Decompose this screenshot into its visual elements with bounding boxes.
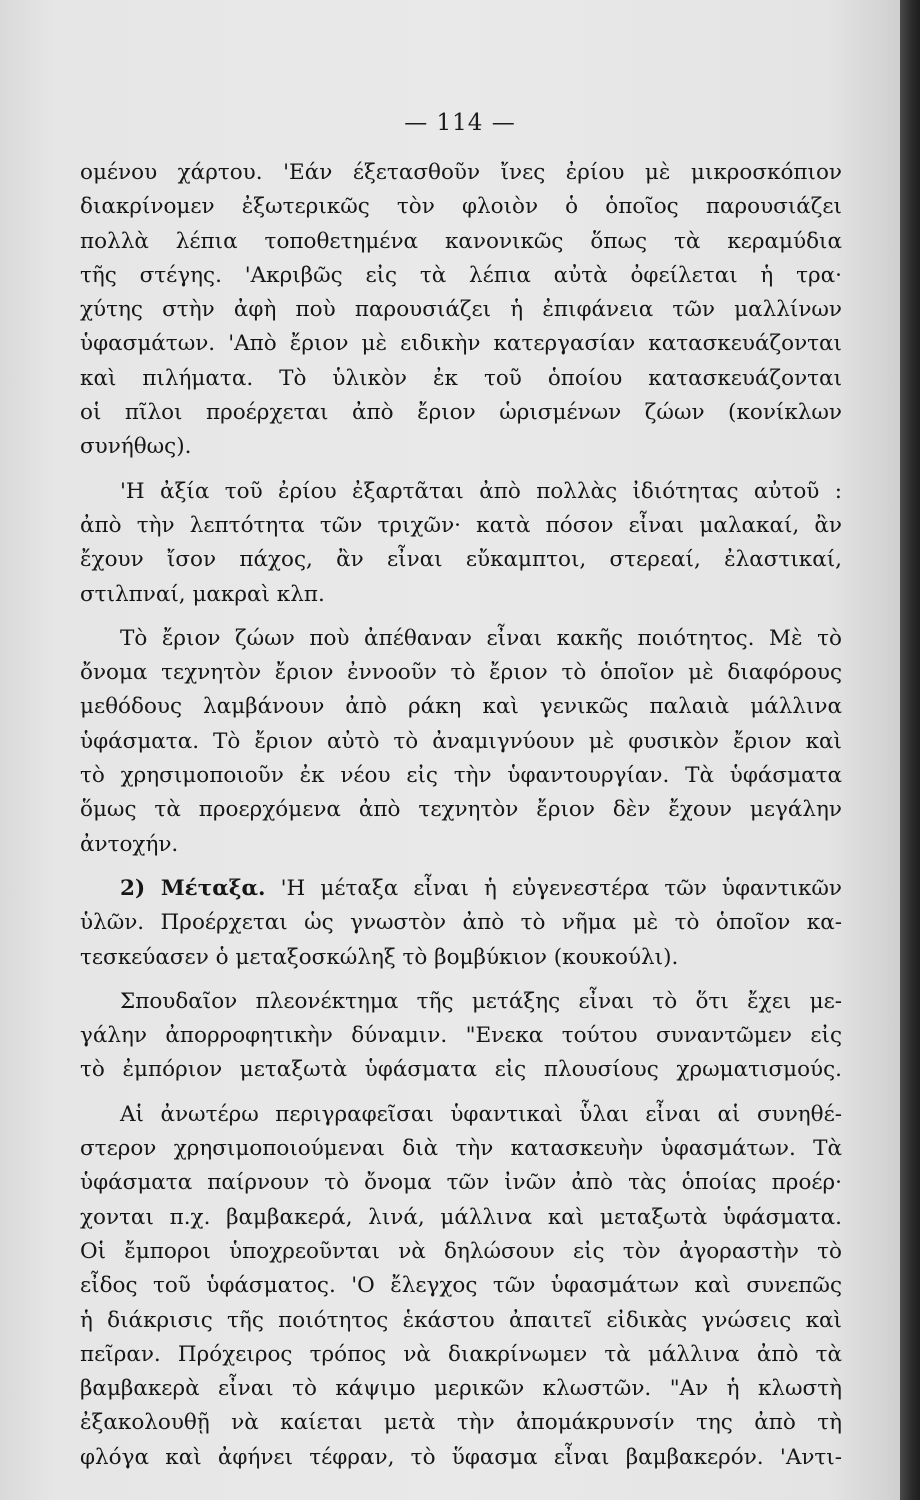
text-line xyxy=(80,1269,842,1303)
text-line xyxy=(80,156,842,190)
text-line xyxy=(80,259,842,293)
line-text: τὸ ἐμπόριον μεταξωτὰ ὑφάσματα εἰς πλουσίους χρωματισμούς. xyxy=(80,1057,842,1083)
text-line xyxy=(80,1053,842,1087)
line-text: συνήθως). xyxy=(80,434,192,460)
text-line xyxy=(80,578,842,612)
line-text: τὸ χρησιμοποιοῦν ἐκ νέου εἰς τὴν ὑφαντουργίαν. Τὰ ὑφάσματα xyxy=(80,763,842,789)
line-text: ὑφάσματα παίρνουν τὸ ὄνομα τῶν ἰνῶν ἀπὸ τὰς ὁποίας προέρ· xyxy=(80,1170,842,1196)
line-text: ομένου χάρτου. 'Εάν έξετασθοῦν ἴνες ἐρίου μὲ μικροσκόπιον xyxy=(80,160,842,185)
line-text: φλόγα καὶ ἀφήνει τέφραν, τὸ ὕφασμα εἶναι βαμβακερόν. 'Αντι- xyxy=(80,1444,842,1470)
line-text: χονται π.χ. βαμβακερά, λινά, μάλλινα καὶ μεταξωτὰ ὑφάσματα. xyxy=(80,1204,842,1230)
text-line xyxy=(80,1372,842,1406)
line-text: οἱ πῖλοι προέρχεται ἀπὸ ἔριον ὡρισμένων ζώων (κονίκλων xyxy=(80,400,842,426)
line-text: ἐξακολουθῇ νὰ καίεται μετὰ τὴν ἀπομάκρυνσίν της ἀπὸ τὴ xyxy=(80,1410,842,1436)
page-number: — 114 — xyxy=(404,110,516,136)
text-line xyxy=(80,1406,842,1440)
body-text xyxy=(80,156,842,1475)
line-text: πεῖραν. Πρόχειρος τρόπος νὰ διακρίνωμεν τὰ μάλλινα ἀπὸ τὰ xyxy=(80,1341,842,1367)
line-text: διακρίνομεν ἐξωτερικῶς τὸν φλοιὸν ὁ ὁποῖος παρουσιάζει xyxy=(80,194,842,220)
line-text: ἀπὸ τὴν λεπτότητα τῶν τριχῶν· κατὰ πόσον εἶναι μαλακαί, ἂν xyxy=(80,512,842,538)
text-line xyxy=(80,430,842,464)
line-text: ἔχουν ἴσον πάχος, ἂν εἶναι εὔκαμπτοι, στερεαί, ἐλαστικαί, xyxy=(80,547,842,573)
text-line xyxy=(80,475,842,509)
line-text: στερον χρησιμοποιούμεναι διὰ τὴν κατασκευὴν ὑφασμάτων. Τὰ xyxy=(80,1136,842,1162)
line-text: Οἱ ἔμποροι ὑποχρεοῦνται νὰ δηλώσουν εἰς τὸν ἀγοραστὴν τὸ xyxy=(80,1238,842,1264)
text-line xyxy=(80,1166,842,1200)
line-text: ὑλῶν. Προέρχεται ὡς γνωστὸν ἀπὸ τὸ νῆμα μὲ τὸ ὁποῖον κα- xyxy=(80,910,842,936)
line-text: ὄνομα τεχνητὸν ἔριον ἐννοοῦν τὸ ἔριον τὸ ὁποῖον μὲ διαφόρους xyxy=(80,660,842,686)
line-text: τῆς στέγης. 'Ακριβῶς εἰς τὰ λέπια αὐτὰ ὀφείλεται ἡ τρα· xyxy=(80,262,842,288)
text-line xyxy=(80,1235,842,1269)
text-line xyxy=(80,293,842,327)
text-line xyxy=(80,509,842,543)
text-line xyxy=(80,327,842,361)
text-line xyxy=(80,985,842,1019)
text-line xyxy=(80,828,842,862)
text-line xyxy=(80,1098,842,1132)
line-text: ὑφάσματα. Τὸ ἔριον αὐτὸ τὸ ἀναμιγνύουν μὲ φυσικὸν ἔριον καὶ xyxy=(80,728,842,754)
text-line xyxy=(80,941,842,975)
page-edge xyxy=(900,0,920,1500)
text-line xyxy=(80,725,842,759)
line-text: καὶ πιλήματα. Τὸ ὑλικὸν ἐκ τοῦ ὁποίου κατασκευάζονται xyxy=(80,365,842,391)
line-text: 'Η μέταξα εἶναι ἡ εὐγενεστέρα τῶν ὑφαντικῶν xyxy=(265,875,842,901)
line-text: γάλην ἀπορροφητικὴν δύναμιν. "Ενεκα τούτου συναντῶμεν εἰς xyxy=(80,1023,842,1049)
line-text: στιλπναί, μακραὶ κλπ. xyxy=(80,581,325,607)
line-text: μεθόδους λαμβάνουν ἀπὸ ράκη καὶ γενικῶς παλαιὰ μάλλινα xyxy=(80,694,842,720)
line-text: πολλὰ λέπια τοποθετημένα κανονικῶς ὅπως τὰ κεραμύδια xyxy=(80,228,842,254)
text-line xyxy=(80,656,842,690)
line-text: βαμβακερὰ εἶναι τὸ κάψιμο μερικῶν κλωστῶν. "Αν ἡ κλωστὴ xyxy=(80,1376,842,1402)
line-text: ὑφασμάτων. 'Απὸ ἔριον μὲ ειδικὴν κατεργασίαν κατασκευάζονται xyxy=(80,331,842,357)
text-line xyxy=(80,1441,842,1475)
text-line xyxy=(80,396,842,430)
line-text: Αἱ ἀνωτέρω περιγραφεῖσαι ὑφαντικαὶ ὗλαι εἶναι αἱ συνηθέ- xyxy=(120,1101,842,1127)
text-line xyxy=(80,362,842,396)
line-text: ἡ διάκρισις τῆς ποιότητος ἑκάστου ἀπαιτεῖ εἰδικὰς γνώσεις καὶ xyxy=(80,1307,842,1333)
line-text: Σπουδαῖον πλεονέκτημα τῆς μετάξης εἶναι τὸ ὅτι ἔχει με- xyxy=(120,988,842,1014)
text-line xyxy=(80,1019,842,1053)
section-heading: 2) Μέταξα. xyxy=(120,875,266,901)
line-text: τεσκεύασεν ὁ μεταξοσκώληξ τὸ βομβύκιον (κουκούλι). xyxy=(80,944,679,970)
text-line xyxy=(80,906,842,940)
text-line xyxy=(80,872,842,906)
line-text: ὅμως τὰ προερχόμενα ἀπὸ τεχνητὸν ἔριον δὲν ἔχουν μεγάλην xyxy=(80,797,842,823)
line-text: 'Η ἀξία τοῦ ἐρίου ἐξαρτᾶται ἀπὸ πολλὰς ἰδιότητας αὐτοῦ : xyxy=(120,478,842,504)
line-text: χύτης στὴν ἀφὴ ποὺ παρουσιάζει ἡ ἐπιφάνεια τῶν μαλλίνων xyxy=(80,297,842,323)
text-line xyxy=(80,543,842,577)
text-line xyxy=(80,759,842,793)
text-line xyxy=(80,1304,842,1338)
line-text: ἀντοχήν. xyxy=(80,831,179,857)
text-line xyxy=(80,690,842,724)
line-text: Τὸ ἔριον ζώων ποὺ ἀπέθαναν εἶναι κακῆς ποιότητος. Μὲ τὸ xyxy=(120,625,842,651)
text-line xyxy=(80,1338,842,1372)
text-line xyxy=(80,1201,842,1235)
text-line xyxy=(80,1132,842,1166)
line-text: εἶδος τοῦ ὑφάσματος. 'Ο ἔλεγχος τῶν ὑφασμάτων καὶ συνεπῶς xyxy=(80,1273,842,1299)
text-line xyxy=(80,622,842,656)
text-line xyxy=(80,793,842,827)
text-line xyxy=(80,225,842,259)
text-line xyxy=(80,190,842,224)
